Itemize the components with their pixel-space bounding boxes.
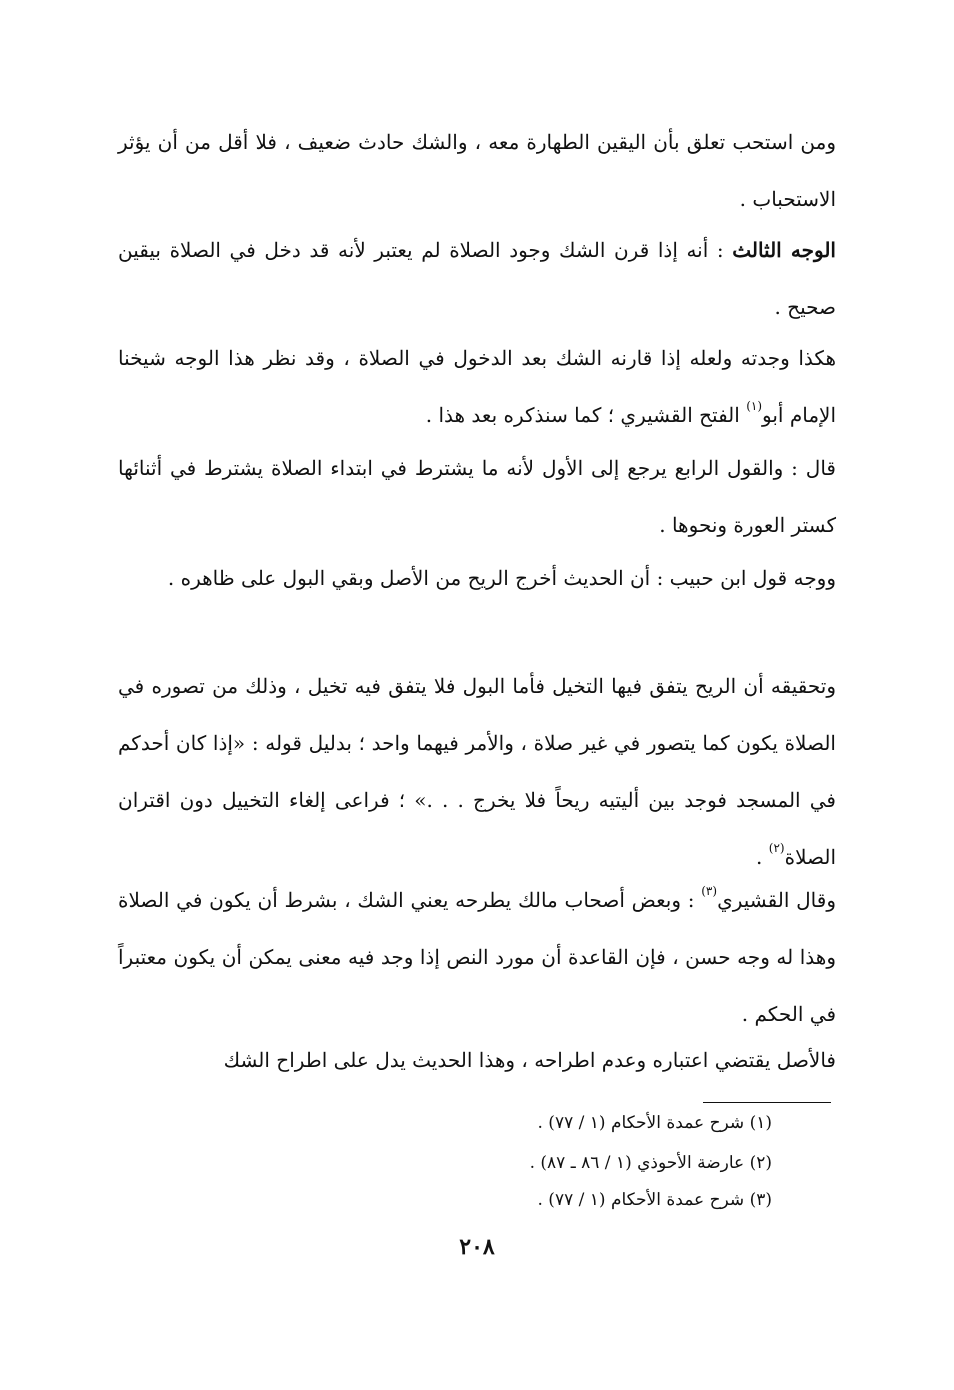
footnote-separator	[703, 1102, 831, 1103]
paragraph-7	[118, 872, 836, 1043]
footnote-1: (١) شرح عمدة الأحكام (١ / ٧٧) .	[537, 1113, 772, 1133]
paragraph-8	[118, 1032, 836, 1089]
footnote-marker-3[interactable]: (٣)	[701, 884, 718, 899]
paragraph-text: : وبعض أصحاب مالك يطرحه يعني الشك ، بشرط أن يكون في الصلاة وهذا له وجه حسن ، فإن القاعدة أن مورد النص إذا وجد فيه معنى يمكن أن يكون معتبراً في الحكم .	[118, 888, 836, 1026]
paragraph-3	[118, 330, 836, 444]
paragraph-text: ووجه قول ابن حبيب : أن الحديث أخرج الريح من الأصل وبقي البول على ظاهره .	[167, 566, 836, 590]
paragraph-1	[118, 114, 836, 228]
paragraph-5	[118, 550, 836, 607]
footnote-marker-1[interactable]: (١)	[746, 399, 763, 414]
paragraph-text: ومن استحب تعلق بأن اليقين الطهارة معه ، والشك حادث ضعيف ، فلا أقل من أن يؤثر الاستحباب .	[118, 130, 836, 211]
section-heading-third-aspect: الوجه الثالث	[732, 238, 836, 262]
paragraph-text: وقال القشيري	[717, 888, 836, 912]
paragraph-text: .	[756, 845, 769, 869]
page-number: ٢٠٨	[459, 1234, 495, 1260]
paragraph-text: هكذا وجدته ولعله إذا قارنه الشك بعد الدخول في الصلاة ، وقد نظر هذا الوجه شيخنا الإمام أبو	[118, 346, 836, 427]
paragraph-4	[118, 440, 836, 554]
paragraph-2	[118, 222, 836, 336]
paragraph-text: : أنه إذا قرن الشك وجود الصلاة لم يعتبر لأنه قد دخل في الصلاة بيقين صحيح .	[118, 238, 836, 319]
footnote-marker-2[interactable]: (٢)	[768, 841, 785, 856]
paragraph-text: قال : والقول الرابع يرجع إلى الأول لأنه ما يشترط في ابتداء الصلاة يشترط في أثنائها كستر العورة ونحوها .	[118, 456, 836, 537]
footnote-3: (٣) شرح عمدة الأحكام (١ / ٧٧) .	[537, 1190, 772, 1210]
paragraph-text: وتحقيقه أن الريح يتفق فيها التخيل فأما البول فلا يتفق فيه تخيل ، وذلك من تصوره في الصلاة يكون كما يتصور في غير صلاة ، والأمر فيهما واحد ؛ بدليل قوله : «إذا كان أحدكم في المسجد فوجد بين أليتيه ريحاً فلا يخرج . . .» ؛ فراعى إلغاء التخييل دون اقتران الصلاة	[118, 674, 836, 869]
paragraph-text: الفتح القشيري ؛ كما سنذكره بعد هذا .	[425, 403, 747, 427]
footnote-2: (٢) عارضة الأحوذي (١ / ٨٦ ـ ٨٧) .	[529, 1153, 772, 1173]
paragraph-6	[118, 658, 836, 886]
paragraph-text: فالأصل يقتضي اعتباره وعدم اطراحه ، وهذا الحديث يدل على اطراح الشك	[223, 1048, 836, 1072]
